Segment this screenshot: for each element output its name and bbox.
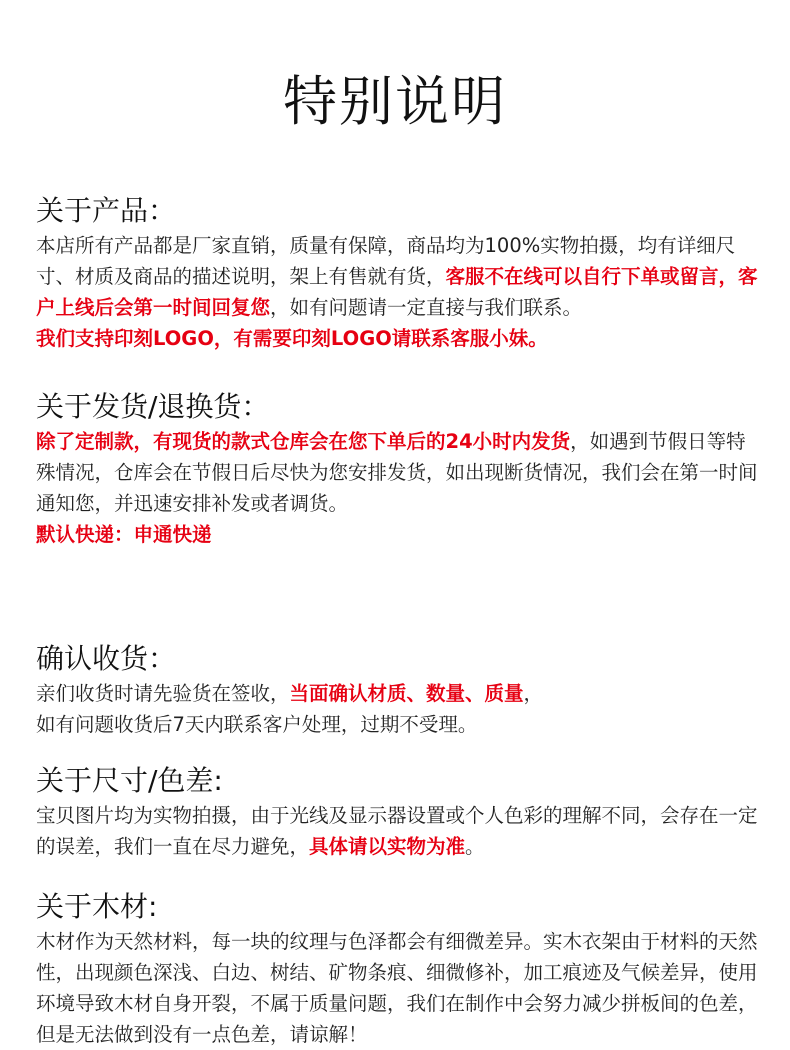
section-shipping [36,388,762,550]
receipt-text-1: 亲们收货时请先验货在签收， [36,682,290,705]
section-receipt [36,640,762,740]
product-paragraph [36,230,762,323]
receipt-text-2: ， [523,682,544,705]
receipt-highlight: 当面确认材质、数量、质量 [289,682,524,705]
size-heading: 关于尺寸/色差: [36,764,223,797]
size-paragraph [36,800,762,862]
product-highlight: 客服不在线可以自行下单或留言，客户上线后会第一时间回复您 [36,265,758,319]
section-wood [36,888,762,1050]
receipt-line-2: 如有问题收货后7天内联系客户处理，过期不受理。 [36,713,478,736]
product-text-1: 本店所有产品都是厂家直销，质量有保障，商品均为100%实物拍摄，均有详细尺寸、材质及商品的描述说明，架上有售就有货， [36,234,736,288]
size-text-2: 。 [465,835,485,858]
product-heading: 关于产品： [36,194,177,227]
shipping-paragraph [36,426,762,519]
section-size [36,762,762,862]
shipping-text: ，如遇到节假日等特殊情况，仓库会在节假日后尽快为您安排发货，如出现断货情况，我们会在第一时间通知您，并迅速安排补发或者调货。 [36,430,758,515]
shipping-heading: 关于发货/退换货： [36,390,270,423]
default-courier: 默认快递：申通快递 [36,523,212,546]
size-text-1: 宝贝图片均为实物拍摄，由于光线及显示器设置或个人色彩的理解不同，会存在一定的误差，我们一直在尽力避免， [36,804,758,858]
receipt-line-1 [36,678,762,709]
section-product [36,192,762,354]
receipt-heading: 确认收货： [36,642,177,675]
shipping-highlight: 除了定制款，有现货的款式仓库会在您下单后的24小时内发货 [36,430,571,453]
page-title: 特别说明 [283,70,507,133]
wood-heading: 关于木材: [36,890,158,923]
product-logo-note: 我们支持印刻LOGO，有需要印刻LOGO请联系客服小妹。 [36,327,548,350]
wood-paragraph: 木材作为天然材料，每一块的纹理与色泽都会有细微差异。实木衣架由于材料的天然性，出现颜色深浅、白边、树结、矿物条痕、细微修补，加工痕迹及气候差异，使用环境导致木材自身开裂，不属于质量问题，我们在制作中会努力减少拼板间的色差，但是无法做到没有一点色差，请谅解！ [36,930,758,1046]
product-text-2: ，如有问题请一定直接与我们联系。 [270,296,583,319]
size-highlight: 具体请以实物为准 [309,835,466,858]
